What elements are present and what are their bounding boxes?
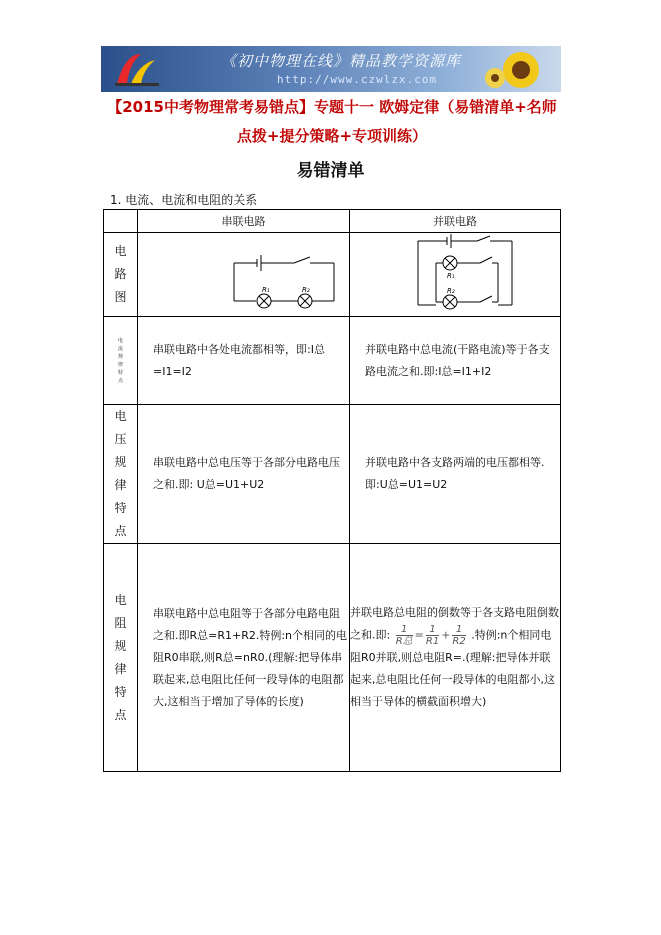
row-label-text: 电压规律特点 (114, 409, 127, 538)
page-title: 【2015中考物理常考易错点】专题十一 欧姆定律（易错清单+名师点拨+提分策略+专项训练） (107, 98, 557, 145)
fraction-total (396, 624, 413, 647)
r1-label: R₁ (262, 286, 270, 294)
series-circuit-cell (138, 233, 350, 317)
r2-label: R₂ (447, 287, 455, 295)
banner-title: 《初中物理在线》精品教学资源库 (221, 52, 462, 70)
parallel-current-cell (350, 317, 561, 405)
parallel-resistance-part-b: .特例:n个相同电阻R0并联,则总电阻R=.(理解:把导体并联起来,总电阻比任何一段导体的电阻都小,这相当于导体的横截面积增大) (350, 628, 555, 708)
parallel-circuit-cell (350, 233, 561, 317)
frac-num: 1 (455, 624, 463, 635)
parallel-resistance-cell (350, 544, 561, 772)
row-label (104, 317, 138, 405)
frac-den: R总 (395, 636, 413, 647)
series-voltage-cell (138, 405, 350, 544)
header-series: 串联电路 (138, 210, 350, 233)
r2-label: R₂ (302, 286, 310, 294)
header-parallel: 并联电路 (350, 210, 561, 233)
row-label (104, 544, 138, 772)
table-row (104, 544, 561, 772)
row-label (104, 405, 138, 544)
parallel-resistance-text: 并联电路总电阻的倒数等于各支路电阻倒数之和.即: $\frac{1}{\text{R总}}$ = $\frac{1}{R1}$ + $\frac{1}{R2}$ .特例:n个相同电阻R0并联,则总电阻R=.(理解:把导体并联起来,总电阻比任何一段导体的电阻都小,这相当于导体的横截面积增大) (350, 606, 559, 708)
table-row (104, 405, 561, 544)
series-resistance-cell (138, 544, 350, 772)
sunflower-icon (481, 48, 551, 90)
parallel-voltage-cell (350, 405, 561, 544)
series-voltage-text: 串联电路中总电压等于各部分电路电压之和.即: U总=U1+U2 (153, 456, 340, 491)
series-resistance-text: 串联电路中总电阻等于各部分电路电阻之和.即R总=R1+R2.特例:n个相同的电阻R0串联,则R总=nR0.(理解:把导体串联起来,总电阻比任何一段导体的电阻都大,这相当于增加了导体的长度) (153, 606, 348, 708)
table-row (104, 233, 561, 317)
fraction-r1 (426, 624, 439, 647)
r1-label: R₁ (447, 272, 455, 280)
parallel-circuit-diagram (350, 233, 560, 313)
series-current-text: 串联电路中各处电流都相等，即:I总=I1=I2 (153, 342, 325, 378)
row-label-text: 电流规律特点 (117, 337, 123, 384)
series-current-cell (138, 317, 350, 405)
section-label: 1. 电流、电流和电阻的关系 (110, 193, 258, 207)
logo-icon (111, 50, 163, 88)
frac-num: 1 (400, 624, 408, 635)
header-banner (101, 46, 561, 92)
section-heading: 易错清单 (296, 161, 365, 181)
banner-url: http://www.czwlzx.com (277, 73, 438, 86)
row-label-text: 电路图 (114, 244, 127, 304)
fraction-r2 (452, 624, 465, 647)
row-label (104, 233, 138, 317)
table-row (104, 317, 561, 405)
row-label-text: 电阻规律特点 (114, 592, 127, 722)
parallel-resistance-part-a: 并联电路总电阻的倒数等于各支路电阻倒数之和.即: (350, 606, 559, 642)
table-header-row (104, 210, 561, 233)
frac-den: R1 (425, 636, 440, 647)
series-circuit-diagram (138, 233, 349, 313)
comparison-table (103, 209, 561, 772)
frac-num: 1 (429, 624, 436, 635)
corner-cell (104, 210, 138, 233)
parallel-voltage-text: 并联电路中各支路两端的电压都相等.即:U总=U1=U2 (365, 456, 545, 491)
parallel-current-text: 并联电路中总电流(干路电流)等于各支路电流之和.即:I总=I1+I2 (365, 342, 550, 378)
frac-den: R2 (452, 636, 466, 647)
